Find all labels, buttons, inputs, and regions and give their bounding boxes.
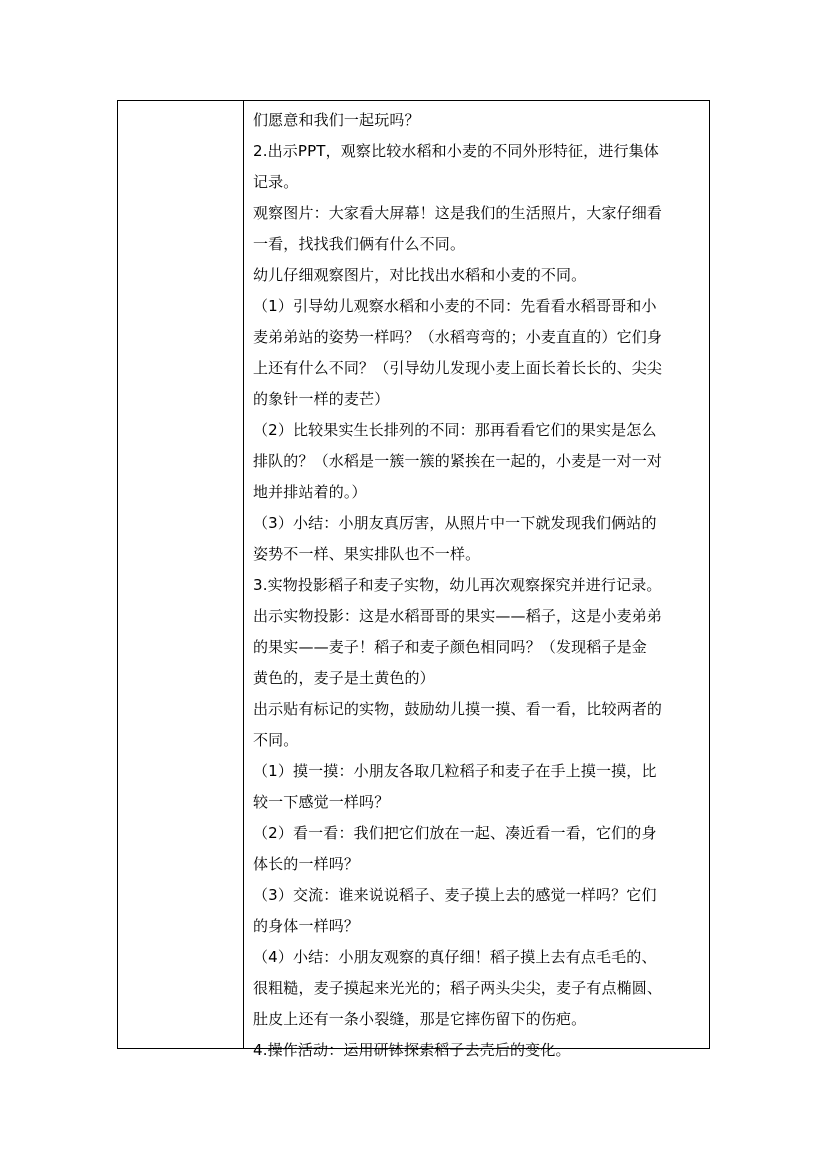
text-line: 的果实——麦子！稻子和麦子颜色相同吗？（发现稻子是金: [253, 638, 647, 656]
text-line: 4.操作活动：运用研钵探索稻子去壳后的变化。: [253, 1041, 571, 1059]
text-line: 3.实物投影稻子和麦子实物，幼儿再次观察探究并进行记录。: [253, 576, 662, 594]
text-line: 较一下感觉一样吗？: [253, 793, 390, 811]
text-line: （3）交流：谁来说说稻子、麦子摸上去的感觉一样吗？它们: [253, 886, 657, 904]
left-column-cell: [118, 101, 244, 1048]
text-line: 黄色的，麦子是土黄色的）: [253, 669, 435, 687]
text-line: 观察图片：大家看大屏幕！这是我们的生活照片，大家仔细看: [253, 204, 663, 222]
lesson-plan-table: [117, 100, 710, 1059]
text-line: 上还有什么不同？（引导幼儿发现小麦上面长着长长的、尖尖: [253, 359, 663, 377]
text-line: （1）引导幼儿观察水稻和小麦的不同：先看看水稻哥哥和小: [253, 297, 657, 315]
text-line: 麦弟弟站的姿势一样吗？（水稻弯弯的；小麦直直的）它们身: [253, 328, 663, 346]
text-line: （4）小结：小朋友观察的真仔细！稻子摸上去有点毛毛的、: [253, 948, 657, 966]
text-line: 的身体一样吗？: [253, 917, 360, 935]
text-line: 记录。: [253, 173, 299, 191]
text-line: 幼儿仔细观察图片，对比找出水稻和小麦的不同。: [253, 266, 587, 284]
text-line: 出示贴有标记的实物，鼓励幼儿摸一摸、看一看，比较两者的: [253, 700, 663, 718]
text-line: 很粗糙，麦子摸起来光光的；稻子两头尖尖，麦子有点椭圆、: [253, 979, 663, 997]
text-line: 不同。: [253, 731, 299, 749]
text-line: 们愿意和我们一起玩吗？: [253, 111, 420, 129]
text-line: 地并排站着的。）: [253, 483, 367, 501]
text-line: （3）小结：小朋友真厉害，从照片中一下就发现我们俩站的: [253, 514, 657, 532]
text-line: 肚皮上还有一条小裂缝，那是它摔伤留下的伤疤。: [253, 1010, 587, 1028]
text-line: （2）比较果实生长排列的不同：那再看看它们的果实是怎么: [253, 421, 657, 439]
text-line: 2.出示PPT，观察比较水稻和小麦的不同外形特征，进行集体: [253, 142, 659, 160]
text-line: 的象针一样的麦芒）: [253, 390, 390, 408]
right-column-cell: [245, 101, 709, 1059]
text-line: 排队的？（水稻是一簇一簇的紧挨在一起的，小麦是一对一对: [253, 452, 663, 470]
text-line: 一看，找找我们俩有什么不同。: [253, 235, 466, 253]
text-line: （1）摸一摸：小朋友各取几粒稻子和麦子在手上摸一摸，比: [253, 762, 657, 780]
text-line: （2）看一看：我们把它们放在一起、凑近看一看，它们的身: [253, 824, 657, 842]
text-line: 体长的一样吗？: [253, 855, 360, 873]
text-line: 姿势不一样、果实排队也不一样。: [253, 545, 481, 563]
text-line: 出示实物投影：这是水稻哥哥的果实——稻子，这是小麦弟弟: [253, 607, 663, 625]
